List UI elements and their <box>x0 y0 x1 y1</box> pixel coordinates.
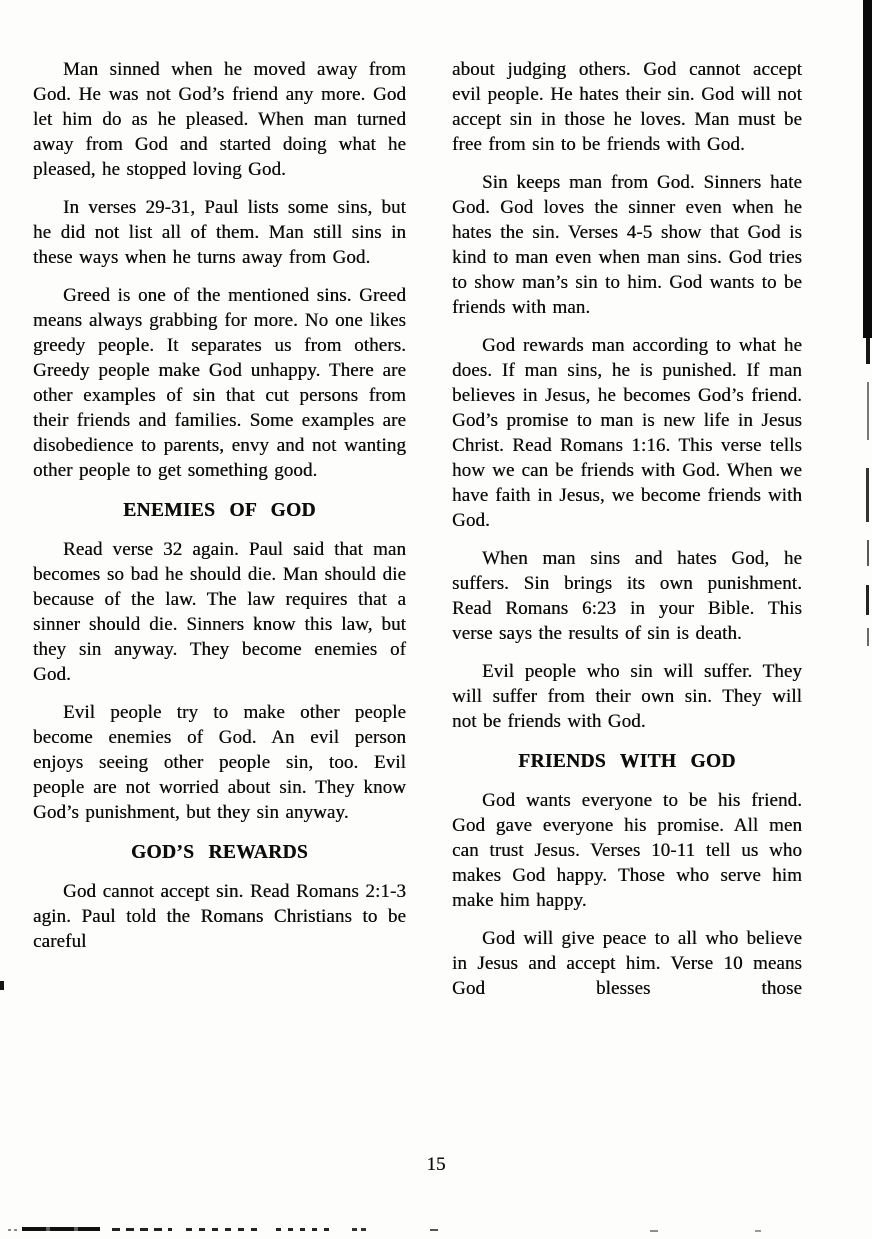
paragraph: Evil people who sin will suffer. They will suffer from their own sin. They will not be friends with God. <box>452 661 802 732</box>
paragraph: Man sinned when he moved away from God. He was not God’s friend any more. God let him do as he pleased. When man turned away from God and started doing what he pleased, he stopped loving God. <box>33 59 406 180</box>
paragraph: In verses 29-31, Paul lists some sins, but he did not list all of them. Man still sins in these ways when he turns away from God. <box>33 197 406 268</box>
paragraph: Read verse 32 again. Paul said that man becomes so bad he should die. Man should die because of the law. The law requires that a sinner should die. Sinners know this law, but they sin anyway. They become enemies of God. <box>33 539 406 685</box>
scan-edge-bar-artifact <box>863 0 872 338</box>
scan-bottom-dash-artifact <box>8 1229 20 1231</box>
paragraph: God will give peace to all who believe in Jesus and accept him. Verse 10 means God blesses those <box>452 928 802 999</box>
right-column <box>452 57 802 1014</box>
scan-bottom-dash-artifact <box>352 1228 368 1231</box>
scan-edge-mark-artifact <box>866 585 869 615</box>
scan-bottom-dash-artifact <box>650 1230 658 1232</box>
scan-bottom-dash-artifact <box>755 1230 761 1232</box>
scan-bottom-dash-artifact <box>276 1228 334 1231</box>
paragraph: When man sins and hates God, he suffers. Sin brings its own punishment. Read Romans 6:23 in your Bible. This verse says the results of sin is death. <box>452 548 802 644</box>
scan-edge-mark-artifact <box>867 540 869 566</box>
scan-bottom-dash-artifact <box>430 1229 438 1231</box>
paragraph: Evil people try to make other people become enemies of God. An evil person enjoys seeing other people sin, too. Evil people are not worried about sin. They know God’s punishment, but they sin anyway. <box>33 702 406 823</box>
paragraph: Greed is one of the mentioned sins. Greed means always grabbing for more. No one likes greedy people. It separates us from others. Greedy people make God unhappy. There are other examples of sin that cut persons from their friends and families. Some examples are disobedience to parents, envy and not wanting other people to get something good. <box>33 285 406 481</box>
scan-edge-mark-artifact <box>866 338 870 364</box>
scan-speck-artifact <box>0 981 4 990</box>
scan-edge-mark-artifact <box>867 382 869 440</box>
scan-edge-mark-artifact <box>867 628 869 646</box>
scan-edge-mark-artifact <box>866 468 869 522</box>
paragraph: God wants everyone to be his friend. God gave everyone his promise. All men can trust Jesus. Verses 10-11 tell us who makes God happy. Those who serve him make him happy. <box>452 790 802 911</box>
page-body <box>33 57 802 1014</box>
paragraph: God cannot accept sin. Read Romans 2:1-3 agin. Paul told the Romans Christians to be careful <box>33 881 406 952</box>
paragraph: about judging others. God cannot accept evil people. He hates their sin. God will not accept sin in those he loves. Man must be free from sin to be friends with God. <box>452 59 802 155</box>
scan-bottom-dash-artifact <box>112 1228 172 1231</box>
section-heading-friends-with-god: FRIENDS WITH GOD <box>518 751 736 772</box>
left-column <box>33 57 406 1014</box>
section-heading-enemies-of-god: ENEMIES OF GOD <box>123 500 316 521</box>
paragraph: Sin keeps man from God. Sinners hate God. God loves the sinner even when he hates the sin. Verses 4-5 show that God is kind to man even when man sins. God tries to show man’s sin to him. God wants to be friends with man. <box>452 172 802 318</box>
section-heading-gods-rewards: GOD’S REWARDS <box>130 842 309 863</box>
page-number: 15 <box>426 1154 446 1175</box>
scan-bottom-dash-artifact <box>22 1227 100 1231</box>
paragraph: God rewards man according to what he does. If man sins, he is punished. If man believes in Jesus, he becomes God’s friend. God’s promise to man is new life in Jesus Christ. Read Romans 1:16. This verse tells how we can be friends with God. When we have faith in Jesus, we become friends with God. <box>452 335 802 531</box>
scan-bottom-dash-artifact <box>186 1228 264 1231</box>
